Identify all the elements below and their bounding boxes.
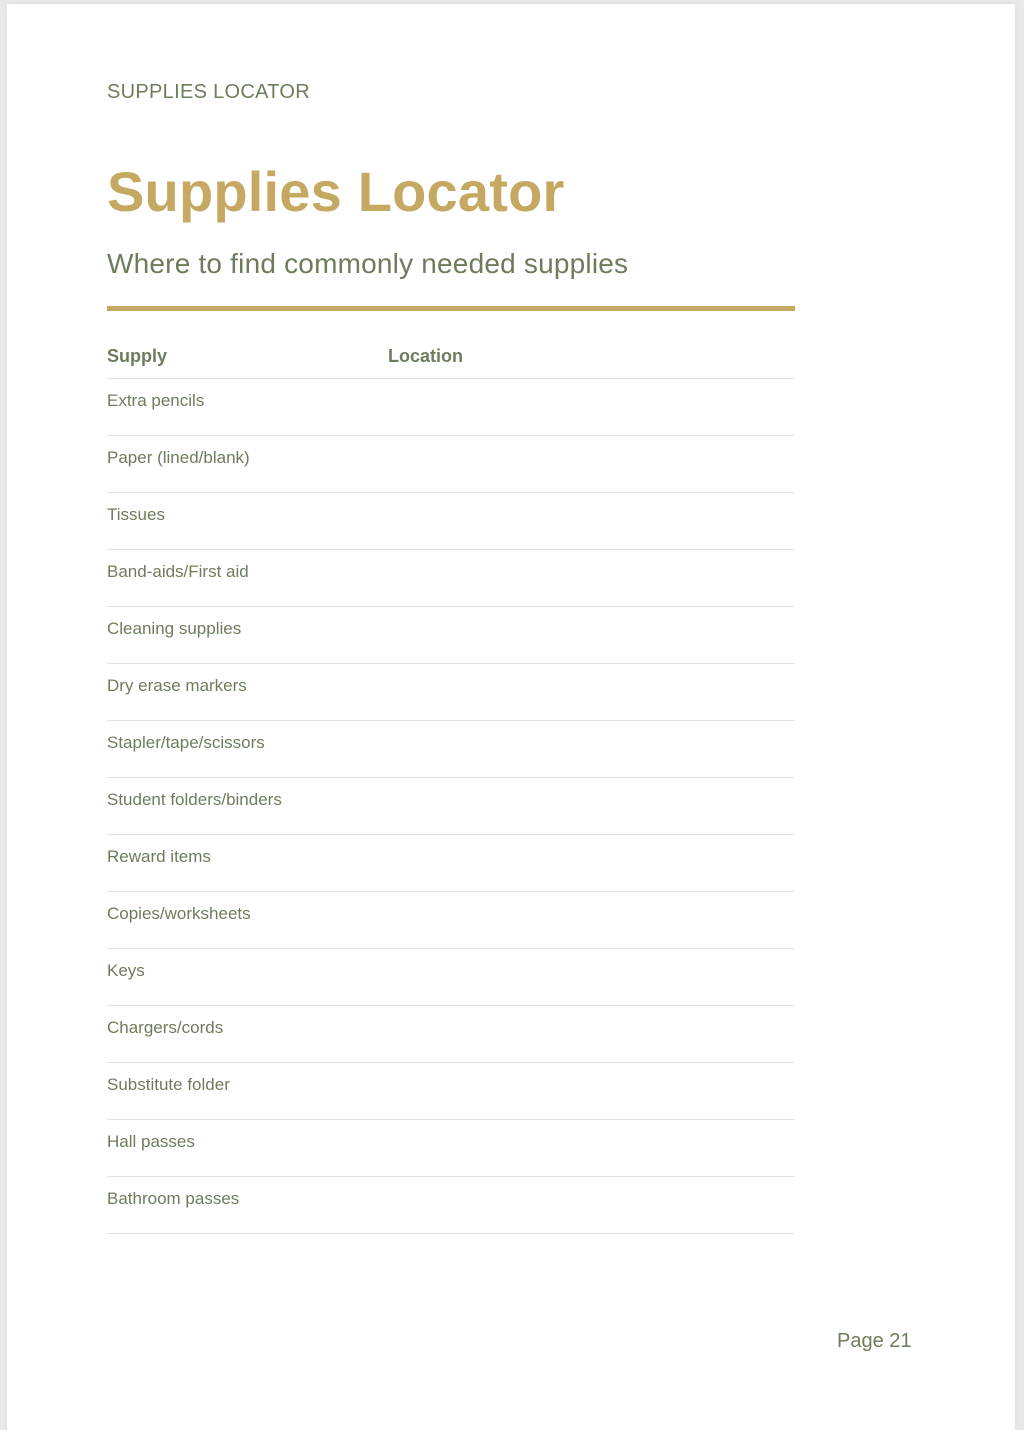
table-row: [107, 778, 795, 835]
table-row: [107, 550, 795, 607]
page-title: Supplies Locator: [107, 160, 565, 223]
supply-table-body: [107, 379, 795, 1234]
table-row: [107, 835, 795, 892]
document-page: [7, 4, 1015, 1430]
location-cell: [388, 607, 795, 663]
table-row: [107, 664, 795, 721]
supply-name: Hall passes: [107, 1132, 195, 1151]
supply-name: Band-aids/First aid: [107, 562, 249, 581]
location-cell: [388, 436, 795, 492]
location-cell: [388, 379, 795, 435]
table-row: [107, 1063, 795, 1120]
column-header-location: Location: [388, 346, 463, 366]
location-cell: [388, 1063, 795, 1119]
location-cell: [388, 1120, 795, 1176]
table-row: [107, 949, 795, 1006]
page-subtitle: Where to find commonly needed supplies: [107, 248, 629, 279]
supply-name: Student folders/binders: [107, 790, 282, 809]
supply-name: Bathroom passes: [107, 1189, 240, 1208]
supply-name: Copies/worksheets: [107, 904, 251, 923]
location-cell: [388, 721, 795, 777]
table-row: [107, 1120, 795, 1177]
running-header: SUPPLIES LOCATOR: [107, 81, 311, 103]
page-number: Page 21: [837, 1330, 912, 1352]
location-cell: [388, 835, 795, 891]
supply-name: Dry erase markers: [107, 676, 247, 695]
column-header-supply: Supply: [107, 346, 168, 366]
table-row: [107, 436, 795, 493]
supply-name: Substitute folder: [107, 1075, 230, 1094]
location-cell: [388, 1006, 795, 1062]
table-row: [107, 892, 795, 949]
supply-name: Reward items: [107, 847, 211, 866]
table-row: [107, 607, 795, 664]
supply-name: Extra pencils: [107, 391, 205, 410]
table-row: [107, 1177, 795, 1234]
location-cell: [388, 664, 795, 720]
supply-name: Chargers/cords: [107, 1018, 224, 1037]
supply-name: Paper (lined/blank): [107, 448, 250, 467]
table-row: [107, 493, 795, 550]
table-header: [107, 342, 795, 379]
location-cell: [388, 778, 795, 834]
table-row: [107, 1006, 795, 1063]
supply-name: Keys: [107, 961, 145, 980]
location-cell: [388, 493, 795, 549]
location-cell: [388, 949, 795, 1005]
location-cell: [388, 1177, 795, 1233]
supply-name: Cleaning supplies: [107, 619, 242, 638]
location-cell: [388, 892, 795, 948]
location-cell: [388, 550, 795, 606]
table-row: [107, 721, 795, 778]
table-row: [107, 379, 795, 436]
title-divider: [107, 306, 795, 311]
supply-name: Stapler/tape/scissors: [107, 733, 265, 752]
supply-name: Tissues: [107, 505, 165, 524]
